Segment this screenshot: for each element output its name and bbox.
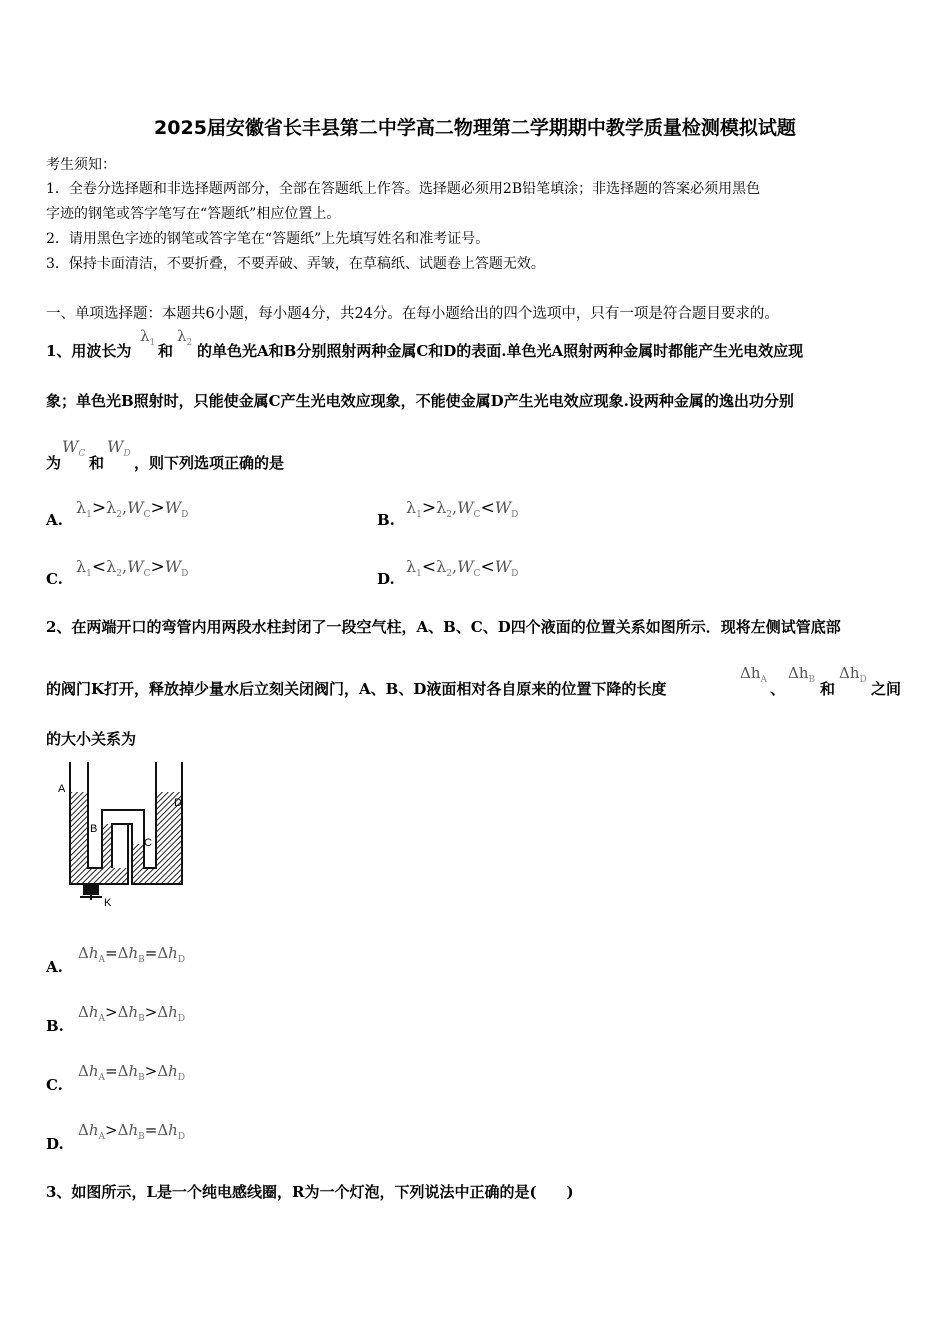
q2-option-c-label[interactable]: C. <box>46 1076 63 1094</box>
q2-option-b-label[interactable]: B. <box>46 1017 64 1035</box>
notice-line-3: 3．保持卡面清洁，不要折叠，不要弄破、弄皱，在草稿纸、试题卷上答题无效。 <box>46 256 545 272</box>
u-tube-figure <box>58 760 190 910</box>
page-title: 2025届安徽省长丰县第二中学高二物理第二学期期中教学质量检测模拟试题 <box>154 117 796 139</box>
water-mid-left <box>102 824 112 884</box>
water-left-bottom <box>70 868 128 884</box>
q1-option-a-expr[interactable]: $\lambda_1>\lambda_2,W_C>W_D$ <box>76 498 189 521</box>
q2-option-a-expr[interactable]: $\Delta h_A=\Delta h_B=\Delta h_D$ <box>78 944 186 965</box>
lambda-1-symbol: $\lambda_1$ <box>140 327 156 348</box>
water-mid-right <box>132 844 144 884</box>
q1-text-start: 1、用波长为 <box>46 342 132 360</box>
section-heading: 一、单项选择题：本题共6小题，每小题4分，共24分。在每小题给出的四个选项中，只有一项是符合题目要求的。 <box>46 306 779 322</box>
q2-option-b-expr[interactable]: $\Delta h_A>\Delta h_B>\Delta h_D$ <box>78 1003 186 1024</box>
q1-text-end: ，则下列选项正确的是 <box>134 454 285 472</box>
valve-k <box>80 884 102 900</box>
q2-option-c-expr[interactable]: $\Delta h_A=\Delta h_B>\Delta h_D$ <box>78 1062 186 1083</box>
q2-text-line1: 2、在两端开口的弯管内用两段水柱封闭了一段空气柱，A、B、C、D四个液面的位置关系如图所示．现将左侧试管底部 <box>46 618 841 636</box>
q2-option-d-expr[interactable]: $\Delta h_A>\Delta h_B=\Delta h_D$ <box>78 1121 186 1142</box>
q2-option-a-label[interactable]: A. <box>46 958 63 976</box>
q1-and: 和 <box>158 342 174 360</box>
notice-line-2: 2．请用黑色字迹的钢笔或答字笔在“答题纸”上先填写姓名和准考证号。 <box>46 231 490 247</box>
label-c: C <box>144 837 152 849</box>
notice-line-1b: 字迹的钢笔或答字笔写在“答题纸”相应位置上。 <box>46 206 341 222</box>
q1-text-line1: 的单色光A和B分别照射两种金属C和D的表面.单色光A照射两种金属时都能产生光电效应现 <box>197 342 804 360</box>
q2-text-line3: 的大小关系为 <box>46 730 137 748</box>
q1-option-a-label[interactable]: A. <box>46 511 63 529</box>
label-k: K <box>104 897 112 909</box>
q2-sep1: 、 <box>770 680 786 698</box>
q1-option-b-expr[interactable]: $\lambda_1>\lambda_2,W_C<W_D$ <box>406 498 519 521</box>
q1-option-d-expr[interactable]: $\lambda_1<\lambda_2,W_C<W_D$ <box>406 557 519 580</box>
q2-text-line2-end: 之间 <box>871 680 902 698</box>
question-3-text: 3、如图所示，L是一个纯电感线圈，R为一个灯泡，下列说法中正确的是( ) <box>46 1183 574 1201</box>
label-b: B <box>90 823 98 835</box>
label-d: D <box>174 797 182 809</box>
dh-a-symbol: $\Delta h_A$ <box>740 664 767 685</box>
q1-option-c-expr[interactable]: $\lambda_1<\lambda_2,W_C>W_D$ <box>76 557 189 580</box>
q1-option-b-label[interactable]: B. <box>377 511 395 529</box>
q1-option-d-label[interactable]: D. <box>377 570 395 588</box>
q1-option-c-label[interactable]: C. <box>46 570 63 588</box>
q2-sep2: 和 <box>820 680 836 698</box>
q1-text-line2: 象；单色光B照射时，只能使金属C产生光电效应现象，不能使金属D产生光电效应现象.设两种金属的逸出功分别 <box>46 392 794 410</box>
q1-text-and2: 和 <box>89 454 105 472</box>
dh-d-symbol: $\Delta h_D$ <box>839 664 867 685</box>
notice-line-1: 1．全卷分选择题和非选择题两部分，全部在答题纸上作答。选择题必须用2B铅笔填涂；非选择题的答案必须用黑色 <box>46 181 761 197</box>
label-a: A <box>58 783 66 795</box>
dh-b-symbol: $\Delta h_B$ <box>788 664 816 685</box>
work-function-c: $W_C$ <box>62 437 86 460</box>
notice-heading: 考生须知： <box>46 157 116 173</box>
q1-text-for: 为 <box>46 454 62 472</box>
q2-text-line2: 的阀门K打开，释放掉少量水后立刻关闭阀门，A、B、D液面相对各自原来的位置下降的长度 <box>46 680 667 698</box>
lambda-2-symbol: $\lambda_2$ <box>177 327 193 348</box>
work-function-d: $W_D$ <box>107 437 131 460</box>
q2-option-d-label[interactable]: D. <box>46 1135 64 1153</box>
